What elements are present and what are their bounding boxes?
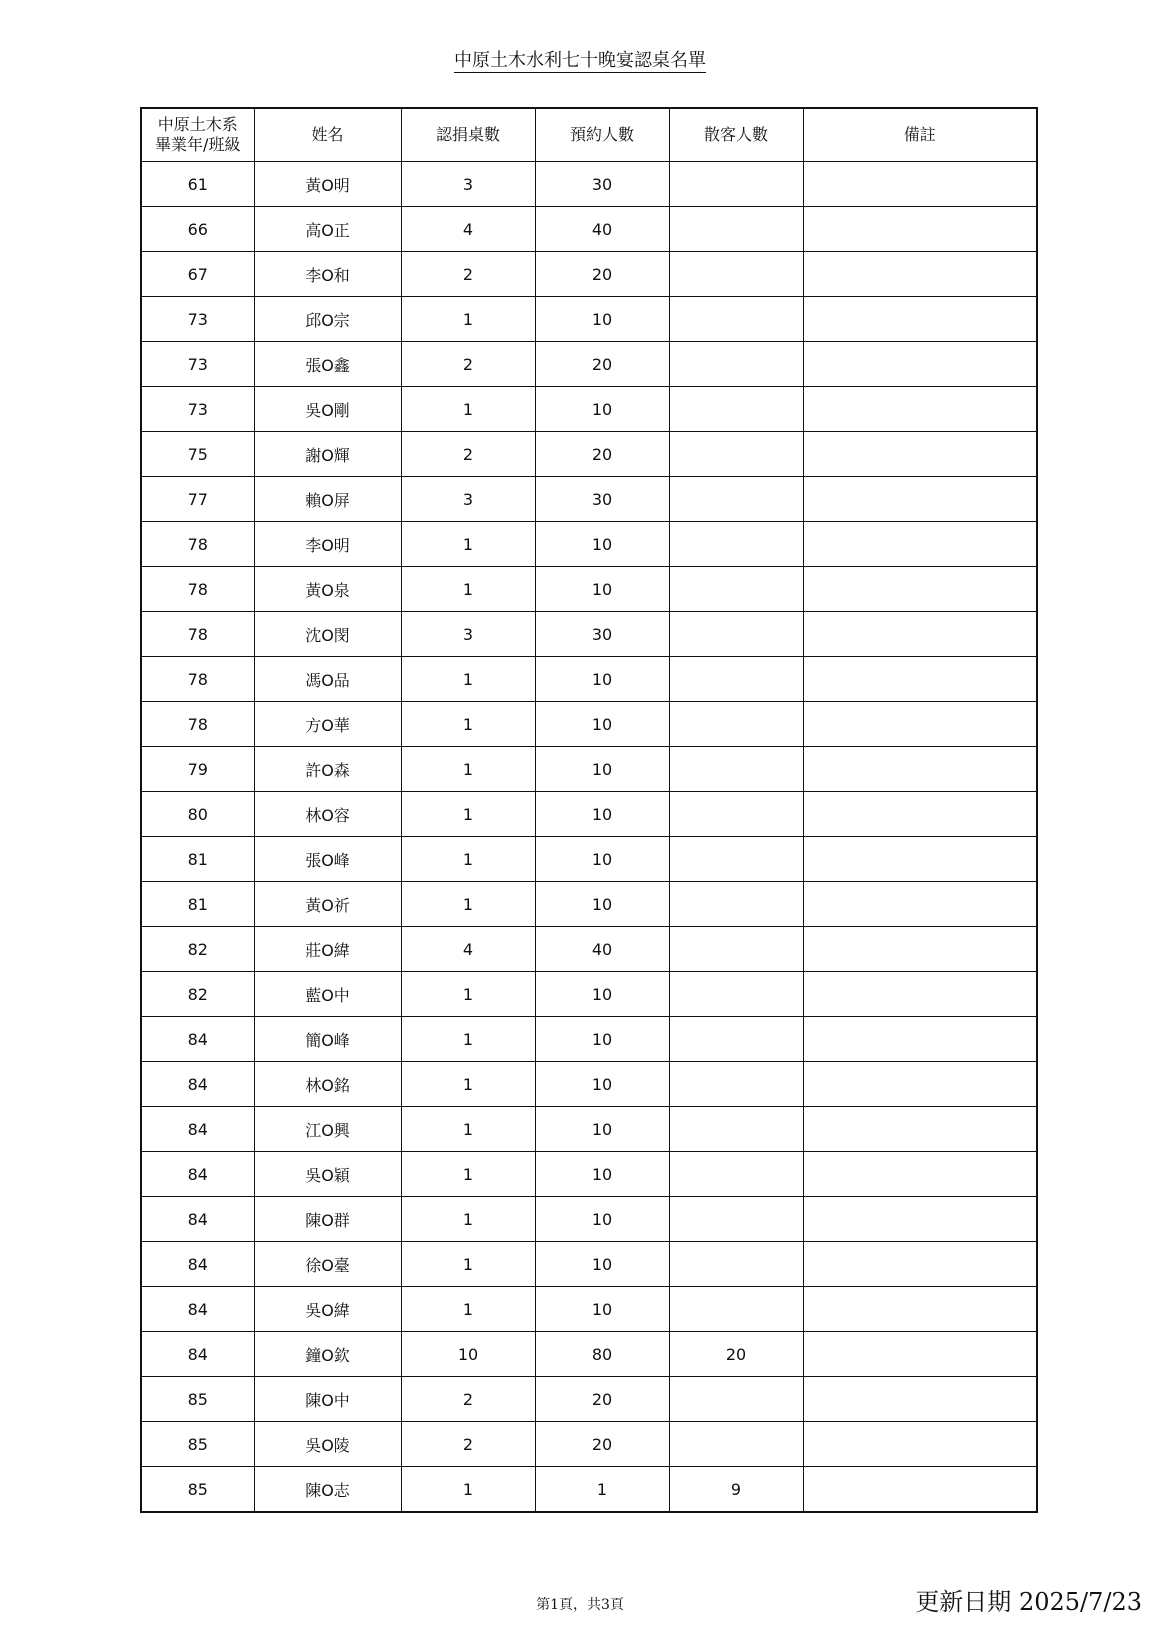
cell-class-year: 82 <box>141 972 254 1017</box>
cell-reserved: 10 <box>535 522 669 567</box>
cell-remarks <box>803 927 1037 972</box>
table-row <box>141 972 1037 1017</box>
cell-remarks <box>803 387 1037 432</box>
cell-tables: 2 <box>401 342 535 387</box>
cell-class-year: 66 <box>141 207 254 252</box>
cell-class-year: 61 <box>141 162 254 207</box>
table-row <box>141 1062 1037 1107</box>
cell-walkin <box>669 1287 803 1332</box>
cell-reserved: 10 <box>535 837 669 882</box>
cell-name: 謝O輝 <box>254 432 401 477</box>
cell-class-year: 85 <box>141 1422 254 1467</box>
cell-walkin <box>669 1377 803 1422</box>
cell-name: 徐O臺 <box>254 1242 401 1287</box>
cell-name: 沈O閔 <box>254 612 401 657</box>
cell-reserved: 40 <box>535 927 669 972</box>
table-row <box>141 432 1037 477</box>
cell-class-year: 84 <box>141 1152 254 1197</box>
cell-class-year: 82 <box>141 927 254 972</box>
cell-tables: 1 <box>401 522 535 567</box>
table-row <box>141 792 1037 837</box>
cell-class-year: 79 <box>141 747 254 792</box>
table-row <box>141 387 1037 432</box>
cell-remarks <box>803 432 1037 477</box>
cell-walkin <box>669 252 803 297</box>
table-row <box>141 1197 1037 1242</box>
cell-class-year: 78 <box>141 567 254 612</box>
cell-name: 賴O屏 <box>254 477 401 522</box>
header-class-year: 中原土木系 畢業年/班級 <box>141 108 254 162</box>
document-title-text: 中原土木水利七十晚宴認桌名單 <box>454 50 706 71</box>
cell-class-year: 67 <box>141 252 254 297</box>
cell-name: 藍O中 <box>254 972 401 1017</box>
cell-walkin <box>669 837 803 882</box>
cell-reserved: 20 <box>535 1377 669 1422</box>
cell-remarks <box>803 1467 1037 1513</box>
cell-remarks <box>803 1242 1037 1287</box>
table-row <box>141 477 1037 522</box>
cell-class-year: 84 <box>141 1287 254 1332</box>
cell-remarks <box>803 162 1037 207</box>
cell-tables: 1 <box>401 1062 535 1107</box>
cell-name: 李O和 <box>254 252 401 297</box>
cell-remarks <box>803 1197 1037 1242</box>
cell-walkin <box>669 1017 803 1062</box>
table-row <box>141 837 1037 882</box>
table-row <box>141 747 1037 792</box>
cell-remarks <box>803 342 1037 387</box>
cell-reserved: 40 <box>535 207 669 252</box>
cell-class-year: 78 <box>141 657 254 702</box>
cell-walkin <box>669 432 803 477</box>
cell-walkin <box>669 702 803 747</box>
cell-name: 陳O志 <box>254 1467 401 1513</box>
cell-tables: 4 <box>401 927 535 972</box>
cell-reserved: 10 <box>535 1152 669 1197</box>
cell-name: 馮O品 <box>254 657 401 702</box>
cell-reserved: 10 <box>535 657 669 702</box>
cell-class-year: 75 <box>141 432 254 477</box>
cell-reserved: 1 <box>535 1467 669 1513</box>
cell-tables: 1 <box>401 1107 535 1152</box>
cell-walkin <box>669 477 803 522</box>
cell-tables: 4 <box>401 207 535 252</box>
cell-remarks <box>803 522 1037 567</box>
cell-class-year: 73 <box>141 297 254 342</box>
cell-name: 江O興 <box>254 1107 401 1152</box>
cell-reserved: 10 <box>535 792 669 837</box>
cell-tables: 1 <box>401 747 535 792</box>
table-row <box>141 657 1037 702</box>
cell-reserved: 10 <box>535 882 669 927</box>
cell-tables: 1 <box>401 1197 535 1242</box>
cell-remarks <box>803 972 1037 1017</box>
header-walkin: 散客人數 <box>669 108 803 162</box>
cell-class-year: 85 <box>141 1467 254 1513</box>
cell-name: 吳O陵 <box>254 1422 401 1467</box>
cell-walkin <box>669 297 803 342</box>
update-date: 更新日期 2025/7/23 <box>915 1588 1142 1616</box>
cell-walkin <box>669 747 803 792</box>
cell-class-year: 73 <box>141 342 254 387</box>
cell-tables: 1 <box>401 972 535 1017</box>
header-remarks: 備註 <box>803 108 1037 162</box>
table-row <box>141 297 1037 342</box>
cell-walkin <box>669 657 803 702</box>
cell-class-year: 81 <box>141 837 254 882</box>
cell-remarks <box>803 477 1037 522</box>
cell-name: 陳O中 <box>254 1377 401 1422</box>
cell-name: 林O銘 <box>254 1062 401 1107</box>
cell-remarks <box>803 747 1037 792</box>
cell-reserved: 30 <box>535 162 669 207</box>
cell-walkin <box>669 1152 803 1197</box>
cell-remarks <box>803 792 1037 837</box>
document-title <box>0 46 1160 72</box>
cell-remarks <box>803 1422 1037 1467</box>
cell-walkin: 20 <box>669 1332 803 1377</box>
cell-name: 吳O緯 <box>254 1287 401 1332</box>
cell-name: 吳O剛 <box>254 387 401 432</box>
cell-walkin <box>669 342 803 387</box>
cell-class-year: 84 <box>141 1017 254 1062</box>
cell-remarks <box>803 567 1037 612</box>
header-tables: 認捐桌數 <box>401 108 535 162</box>
cell-tables: 2 <box>401 1377 535 1422</box>
cell-name: 黃O祈 <box>254 882 401 927</box>
cell-class-year: 84 <box>141 1332 254 1377</box>
cell-reserved: 20 <box>535 432 669 477</box>
cell-tables: 1 <box>401 1242 535 1287</box>
cell-tables: 2 <box>401 1422 535 1467</box>
cell-class-year: 78 <box>141 522 254 567</box>
cell-walkin <box>669 387 803 432</box>
cell-remarks <box>803 1332 1037 1377</box>
cell-tables: 3 <box>401 477 535 522</box>
cell-reserved: 10 <box>535 567 669 612</box>
cell-tables: 2 <box>401 252 535 297</box>
cell-name: 邱O宗 <box>254 297 401 342</box>
table-row <box>141 882 1037 927</box>
cell-tables: 1 <box>401 837 535 882</box>
cell-remarks <box>803 882 1037 927</box>
cell-remarks <box>803 702 1037 747</box>
cell-name: 林O容 <box>254 792 401 837</box>
table-row <box>141 162 1037 207</box>
cell-reserved: 10 <box>535 1197 669 1242</box>
table-row <box>141 702 1037 747</box>
cell-tables: 1 <box>401 792 535 837</box>
cell-walkin <box>669 1107 803 1152</box>
cell-class-year: 73 <box>141 387 254 432</box>
cell-class-year: 77 <box>141 477 254 522</box>
cell-name: 吳O穎 <box>254 1152 401 1197</box>
table-row <box>141 207 1037 252</box>
cell-tables: 1 <box>401 387 535 432</box>
cell-name: 高O正 <box>254 207 401 252</box>
table-row <box>141 252 1037 297</box>
cell-class-year: 81 <box>141 882 254 927</box>
cell-reserved: 10 <box>535 1242 669 1287</box>
table-row <box>141 1467 1037 1513</box>
cell-class-year: 85 <box>141 1377 254 1422</box>
cell-walkin <box>669 1062 803 1107</box>
cell-name: 方O華 <box>254 702 401 747</box>
cell-walkin <box>669 927 803 972</box>
cell-reserved: 20 <box>535 252 669 297</box>
cell-remarks <box>803 297 1037 342</box>
cell-reserved: 10 <box>535 747 669 792</box>
header-reserved: 預約人數 <box>535 108 669 162</box>
cell-tables: 1 <box>401 882 535 927</box>
cell-reserved: 10 <box>535 1107 669 1152</box>
table-row <box>141 342 1037 387</box>
cell-remarks <box>803 1152 1037 1197</box>
cell-tables: 2 <box>401 432 535 477</box>
table-row <box>141 927 1037 972</box>
cell-walkin <box>669 972 803 1017</box>
cell-remarks <box>803 657 1037 702</box>
cell-remarks <box>803 252 1037 297</box>
table-row <box>141 1287 1037 1332</box>
cell-walkin: 9 <box>669 1467 803 1513</box>
table-row <box>141 1017 1037 1062</box>
cell-tables: 1 <box>401 702 535 747</box>
cell-reserved: 30 <box>535 477 669 522</box>
cell-tables: 3 <box>401 612 535 657</box>
page-number: 第1頁，共3頁 <box>536 1597 624 1613</box>
cell-tables: 1 <box>401 297 535 342</box>
cell-name: 張O鑫 <box>254 342 401 387</box>
cell-name: 陳O群 <box>254 1197 401 1242</box>
cell-reserved: 10 <box>535 1017 669 1062</box>
cell-tables: 1 <box>401 1287 535 1332</box>
cell-walkin <box>669 162 803 207</box>
cell-reserved: 20 <box>535 1422 669 1467</box>
cell-name: 簡O峰 <box>254 1017 401 1062</box>
table-row <box>141 1152 1037 1197</box>
table-row <box>141 522 1037 567</box>
cell-class-year: 84 <box>141 1062 254 1107</box>
cell-walkin <box>669 612 803 657</box>
cell-remarks <box>803 1017 1037 1062</box>
cell-name: 莊O緯 <box>254 927 401 972</box>
cell-tables: 1 <box>401 1017 535 1062</box>
cell-tables: 1 <box>401 657 535 702</box>
cell-class-year: 84 <box>141 1242 254 1287</box>
cell-class-year: 84 <box>141 1197 254 1242</box>
cell-tables: 10 <box>401 1332 535 1377</box>
cell-remarks <box>803 837 1037 882</box>
cell-name: 黃O明 <box>254 162 401 207</box>
cell-remarks <box>803 1062 1037 1107</box>
cell-class-year: 78 <box>141 702 254 747</box>
cell-tables: 1 <box>401 1152 535 1197</box>
cell-reserved: 10 <box>535 972 669 1017</box>
cell-remarks <box>803 612 1037 657</box>
table-row <box>141 1377 1037 1422</box>
cell-walkin <box>669 1242 803 1287</box>
cell-name: 李O明 <box>254 522 401 567</box>
roster-body <box>141 162 1037 1513</box>
cell-walkin <box>669 207 803 252</box>
cell-walkin <box>669 522 803 567</box>
cell-walkin <box>669 1422 803 1467</box>
cell-reserved: 20 <box>535 342 669 387</box>
cell-walkin <box>669 567 803 612</box>
cell-name: 張O峰 <box>254 837 401 882</box>
cell-walkin <box>669 1197 803 1242</box>
cell-reserved: 10 <box>535 702 669 747</box>
cell-remarks <box>803 1107 1037 1152</box>
table-row <box>141 1422 1037 1467</box>
cell-remarks <box>803 207 1037 252</box>
table-row <box>141 1242 1037 1287</box>
cell-walkin <box>669 792 803 837</box>
cell-class-year: 80 <box>141 792 254 837</box>
cell-reserved: 80 <box>535 1332 669 1377</box>
table-row <box>141 1107 1037 1152</box>
cell-remarks <box>803 1287 1037 1332</box>
cell-walkin <box>669 882 803 927</box>
cell-tables: 3 <box>401 162 535 207</box>
cell-reserved: 30 <box>535 612 669 657</box>
header-name: 姓名 <box>254 108 401 162</box>
roster-table <box>140 107 1038 1513</box>
cell-reserved: 10 <box>535 297 669 342</box>
table-row <box>141 1332 1037 1377</box>
cell-reserved: 10 <box>535 1062 669 1107</box>
cell-reserved: 10 <box>535 387 669 432</box>
table-row <box>141 612 1037 657</box>
header-row <box>141 108 1037 162</box>
cell-name: 鐘O欽 <box>254 1332 401 1377</box>
cell-tables: 1 <box>401 567 535 612</box>
table-row <box>141 567 1037 612</box>
cell-class-year: 78 <box>141 612 254 657</box>
cell-reserved: 10 <box>535 1287 669 1332</box>
cell-name: 黃O泉 <box>254 567 401 612</box>
cell-remarks <box>803 1377 1037 1422</box>
cell-class-year: 84 <box>141 1107 254 1152</box>
cell-tables: 1 <box>401 1467 535 1513</box>
cell-name: 許O森 <box>254 747 401 792</box>
